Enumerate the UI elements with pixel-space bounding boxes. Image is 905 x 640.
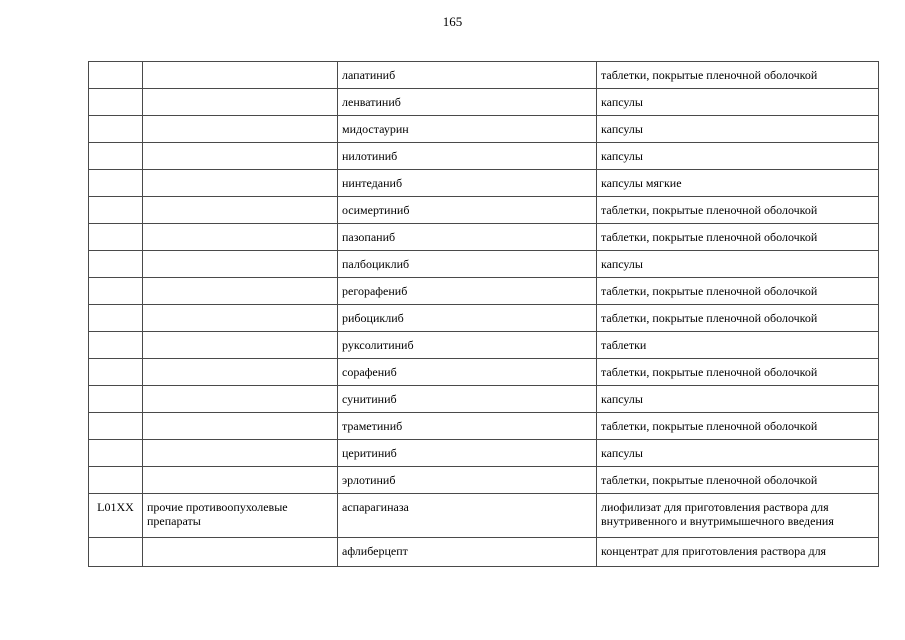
atc-code-cell — [89, 116, 143, 143]
table-row — [89, 538, 879, 567]
group-name-cell — [143, 278, 338, 305]
drug-name-cell: нинтеданиб — [338, 170, 597, 197]
group-name-cell — [143, 197, 338, 224]
group-name-cell — [143, 305, 338, 332]
group-name-cell — [143, 332, 338, 359]
drug-name-cell: осимертиниб — [338, 197, 597, 224]
atc-code-cell — [89, 413, 143, 440]
dosage-form-cell: капсулы — [597, 251, 879, 278]
dosage-form-cell: таблетки, покрытые пленочной оболочкой — [597, 305, 879, 332]
atc-code-cell — [89, 305, 143, 332]
dosage-form-cell: капсулы — [597, 386, 879, 413]
drug-name-cell: церитиниб — [338, 440, 597, 467]
group-name-cell — [143, 62, 338, 89]
group-name-cell — [143, 413, 338, 440]
atc-code-cell — [89, 170, 143, 197]
drug-name-cell: ленватиниб — [338, 89, 597, 116]
table-row — [89, 278, 879, 305]
group-name-cell — [143, 359, 338, 386]
table-row — [89, 251, 879, 278]
atc-code-cell: L01XX — [89, 494, 143, 538]
table-row — [89, 332, 879, 359]
table-row — [89, 224, 879, 251]
drug-name-cell: сунитиниб — [338, 386, 597, 413]
dosage-form-cell: таблетки, покрытые пленочной оболочкой — [597, 197, 879, 224]
group-name-cell — [143, 170, 338, 197]
drug-name-cell: мидостаурин — [338, 116, 597, 143]
page-number: 165 — [442, 14, 463, 29]
table-row — [89, 170, 879, 197]
group-name-cell — [143, 538, 338, 567]
dosage-form-cell: концентрат для приготовления раствора для — [597, 538, 879, 567]
atc-code-cell — [89, 251, 143, 278]
dosage-form-cell: лиофилизат для приготовления раствора для внутривенного и внутримышечного введения — [597, 494, 879, 538]
group-name-cell — [143, 440, 338, 467]
drug-name-cell: аспарагиназа — [338, 494, 597, 538]
table-row — [89, 62, 879, 89]
table-row — [89, 440, 879, 467]
atc-code-cell — [89, 332, 143, 359]
table-row — [89, 305, 879, 332]
atc-code-cell — [89, 538, 143, 567]
atc-code-cell — [89, 89, 143, 116]
drug-name-cell: палбоциклиб — [338, 251, 597, 278]
atc-code-cell — [89, 143, 143, 170]
drug-name-cell: нилотиниб — [338, 143, 597, 170]
drug-name-cell: пазопаниб — [338, 224, 597, 251]
group-name-cell — [143, 143, 338, 170]
table-row — [89, 197, 879, 224]
drug-name-cell: эрлотиниб — [338, 467, 597, 494]
dosage-form-cell: таблетки, покрытые пленочной оболочкой — [597, 359, 879, 386]
dosage-form-cell: капсулы — [597, 143, 879, 170]
dosage-form-cell: капсулы — [597, 89, 879, 116]
atc-code-cell — [89, 197, 143, 224]
drug-name-cell: регорафениб — [338, 278, 597, 305]
table-row — [89, 386, 879, 413]
dosage-form-cell: таблетки, покрытые пленочной оболочкой — [597, 278, 879, 305]
atc-code-cell — [89, 440, 143, 467]
drug-name-cell: траметиниб — [338, 413, 597, 440]
table-row — [89, 467, 879, 494]
table-row — [89, 359, 879, 386]
dosage-form-cell: капсулы мягкие — [597, 170, 879, 197]
group-name-cell — [143, 467, 338, 494]
group-name-cell — [143, 116, 338, 143]
group-name-cell — [143, 89, 338, 116]
drug-table — [88, 61, 879, 567]
drug-name-cell: сорафениб — [338, 359, 597, 386]
atc-code-cell — [89, 467, 143, 494]
atc-code-cell — [89, 386, 143, 413]
dosage-form-cell: таблетки, покрытые пленочной оболочкой — [597, 413, 879, 440]
drug-name-cell: афлиберцепт — [338, 538, 597, 567]
dosage-form-cell: таблетки — [597, 332, 879, 359]
dosage-form-cell: таблетки, покрытые пленочной оболочкой — [597, 467, 879, 494]
table-row — [89, 494, 879, 538]
atc-code-cell — [89, 278, 143, 305]
dosage-form-cell: таблетки, покрытые пленочной оболочкой — [597, 224, 879, 251]
dosage-form-cell: таблетки, покрытые пленочной оболочкой — [597, 62, 879, 89]
atc-code-cell — [89, 359, 143, 386]
drug-name-cell: лапатиниб — [338, 62, 597, 89]
drug-name-cell: рибоциклиб — [338, 305, 597, 332]
table-row — [89, 89, 879, 116]
group-name-cell — [143, 251, 338, 278]
table-row — [89, 413, 879, 440]
dosage-form-cell: капсулы — [597, 116, 879, 143]
dosage-form-cell: капсулы — [597, 440, 879, 467]
table-row — [89, 116, 879, 143]
group-name-cell — [143, 386, 338, 413]
group-name-cell: прочие противоопухолевые препараты — [143, 494, 338, 538]
atc-code-cell — [89, 224, 143, 251]
drug-name-cell: руксолитиниб — [338, 332, 597, 359]
atc-code-cell — [89, 62, 143, 89]
group-name-cell — [143, 224, 338, 251]
table-row — [89, 143, 879, 170]
